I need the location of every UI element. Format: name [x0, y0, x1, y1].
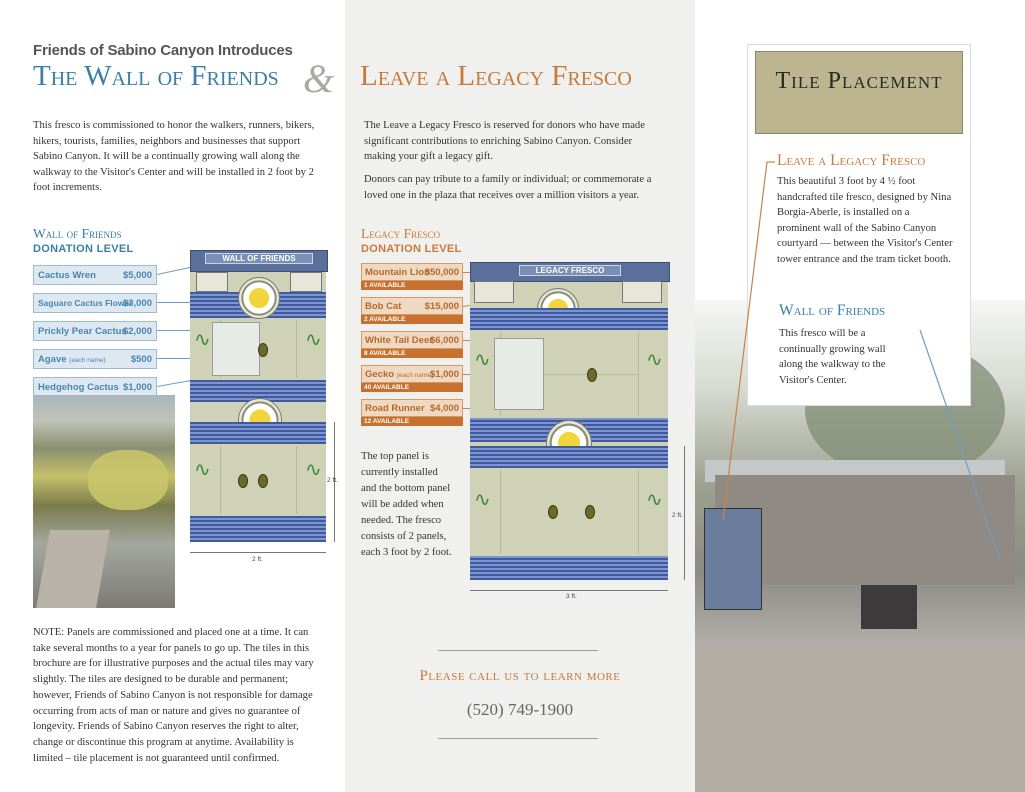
gecko-icon: ∿ — [646, 489, 663, 511]
width-dimension: 3 ft. — [566, 593, 577, 600]
level-amount: $50,000 — [424, 267, 459, 278]
wall-of-friends-title: The Wall of Friends — [33, 60, 279, 92]
level-amount: $500 — [130, 354, 152, 365]
level-name: Cactus Wren — [38, 270, 96, 281]
wave-band — [470, 308, 668, 330]
level-amount: $2,000 — [122, 326, 152, 337]
legacy-fresco-title: Leave a Legacy Fresco — [360, 60, 632, 92]
knob-tile — [258, 343, 268, 357]
photo-tree — [88, 450, 168, 510]
fresco-banner-text: LEGACY FRESCO — [519, 265, 622, 276]
intro-heading: Friends of Sabino Canyon Introduces — [33, 42, 293, 59]
directional-sign — [861, 585, 917, 629]
knob-tile — [585, 505, 595, 519]
wall-placement-title: Wall of Friends — [779, 302, 886, 319]
mountain-lion-tile — [474, 281, 514, 303]
call-to-action: Please call us to learn more — [419, 668, 621, 684]
level-amount: $4,000 — [429, 403, 459, 414]
tile-placement-header: Tile Placement — [755, 51, 963, 134]
level-name: Road Runner — [365, 403, 425, 414]
legacy-level-gecko — [361, 365, 463, 391]
knob-tile — [548, 505, 558, 519]
donation-level-prickly-pear — [33, 321, 157, 341]
level-box — [361, 297, 463, 315]
legacy-placement-text: This beautiful 3 foot by 4 ½ foot handcrafted tile fresco, designed by Nina Borgia-Aberle, is installed on a prominent wall of the Sabino Canyon courtyard — between the Visitor's Center tower entrance and the tram ticket booth. — [777, 176, 953, 265]
legacy-placement-title: Leave a Legacy Fresco — [777, 152, 926, 169]
availability: 12 AVAILABLE — [361, 417, 463, 426]
canyon-photo — [33, 395, 175, 608]
width-dimension: 2 ft. — [252, 556, 263, 563]
level-amount: $1,000 — [429, 369, 459, 380]
fresco-banner-text: WALL OF FRIENDS — [205, 253, 312, 264]
tile-grid-line — [220, 446, 221, 514]
legacy-level-bob-cat — [361, 297, 463, 323]
legacy-level-road-runner — [361, 399, 463, 425]
tile-grid-line — [500, 470, 501, 554]
donation-level-hedgehog — [33, 377, 157, 397]
gecko-icon: ∿ — [194, 329, 211, 351]
tile-grid-line — [296, 446, 297, 514]
level-name: Mountain Lion — [365, 267, 430, 278]
height-dimension-line — [684, 446, 685, 580]
gecko-icon: ∿ — [474, 349, 491, 371]
level-name: Prickly Pear Cactus — [38, 326, 127, 337]
disclaimer-note: NOTE: Panels are commissioned and placed one at a time. It can take several months to a year for panels to go up. The tiles in this brochure are for illustrative purposes and the actual tiles may vary slightly. The tiles are designed to be durable and permanent; however, Friends of Sabino Canyon is not responsible for damage occurring from acts of man or nature and gives no guarantee of longevity. Friends of Sabino Canyon reserves the right to alter, change or discontinue this program at anytime. Availability is limited – tile placement is not guaranteed until confirmed. — [33, 627, 314, 764]
panel-wall-of-friends — [0, 0, 345, 792]
name-plaque — [494, 338, 544, 410]
availability: 2 AVAILABLE — [361, 315, 463, 324]
wave-band — [470, 446, 668, 468]
name-plaque — [212, 322, 260, 376]
level-amount: $6,000 — [429, 335, 459, 346]
level-name: Saguaro Cactus Flower — [38, 298, 133, 308]
level-amount: $15,000 — [424, 301, 459, 312]
gecko-icon: ∿ — [194, 459, 211, 481]
level-amount: $3,000 — [122, 298, 152, 309]
level-name: Gecko — [365, 369, 395, 380]
fresco-banner — [470, 262, 670, 282]
legacy-level-white-tail-deer — [361, 331, 463, 357]
wall-section-title: Wall of Friends — [33, 226, 122, 241]
gecko-icon: ∿ — [646, 349, 663, 371]
wall-intro-paragraph: This fresco is commissioned to honor the walkers, runners, bikers, hikers, tourists, families, neighbors and businesses that support Sabino Canyon. It will be a continually growing wall along the walkway to the Visitor's Center and will be installed in 2 foot by 2 foot increments. — [33, 120, 315, 194]
tile-grid-line — [638, 332, 639, 416]
availability: 8 AVAILABLE — [361, 349, 463, 358]
mountain-lion-tile — [622, 281, 662, 303]
wave-band — [190, 516, 326, 542]
phone-number[interactable]: (520) 749-1900 — [466, 700, 574, 719]
wave-band — [190, 422, 326, 444]
divider — [438, 738, 598, 739]
height-dimension: 2 ft. — [327, 477, 338, 484]
level-box — [361, 365, 463, 383]
divider — [438, 650, 598, 651]
tile-grid-line — [296, 320, 297, 378]
level-box — [361, 399, 463, 417]
ampersand: & — [303, 56, 335, 101]
gecko-icon: ∿ — [474, 489, 491, 511]
level-note: (each name) — [69, 357, 106, 364]
saguaro-flower-medallion — [238, 277, 280, 319]
level-name: White Tail Deer — [365, 335, 433, 346]
cactus-wren-tile — [196, 272, 228, 292]
legacy-section-title: Legacy Fresco — [361, 226, 441, 241]
knob-tile — [258, 474, 268, 488]
level-name: Bob Cat — [365, 301, 402, 312]
photo-stone-wall — [36, 530, 110, 608]
wall-section-subtitle: DONATION LEVEL — [33, 243, 134, 255]
height-dimension: 2 ft. — [672, 512, 683, 519]
knob-tile — [238, 474, 248, 488]
level-box — [361, 263, 463, 281]
level-name: Hedgehog Cactus — [38, 382, 119, 393]
tile-grid-line — [638, 470, 639, 554]
legacy-level-mountain-lion — [361, 263, 463, 289]
knob-tile — [587, 368, 597, 382]
legacy-paragraph-2: Donors can pay tribute to a family or individual; or commemorate a loved one in the plaza that receives over a million visitors a year. — [364, 174, 652, 201]
width-dimension-line — [190, 552, 326, 553]
width-dimension-line — [470, 590, 668, 591]
level-name-wrap — [38, 354, 106, 365]
gecko-icon: ∿ — [305, 459, 322, 481]
donation-level-agave — [33, 349, 157, 369]
wave-band — [470, 556, 668, 580]
donation-level-cactus-wren — [33, 265, 157, 285]
level-box — [361, 331, 463, 349]
donation-level-saguaro — [33, 293, 157, 313]
availability: 40 AVAILABLE — [361, 383, 463, 392]
availability: 1 AVAILABLE — [361, 281, 463, 290]
legacy-section-subtitle: DONATION LEVEL — [361, 243, 462, 255]
legacy-paragraph-1: The Leave a Legacy Fresco is reserved for donors who have made significant contributions to enriching Sabino Canyon. Consider making your gift a legacy gift. — [364, 120, 645, 163]
level-note: (each name) — [396, 372, 434, 379]
level-amount: $5,000 — [122, 270, 152, 281]
wall-placement-text: This fresco will be a continually growing wall along the walkway to the Visitor's Center. — [779, 328, 886, 386]
cactus-wren-tile — [290, 272, 322, 292]
installed-fresco — [704, 508, 762, 610]
level-amount: $1,000 — [122, 382, 152, 393]
level-name-wrap — [365, 369, 433, 380]
level-name: Agave — [38, 354, 67, 365]
photo-plaza — [695, 645, 1025, 792]
gecko-icon: ∿ — [305, 329, 322, 351]
fresco-banner — [190, 250, 328, 272]
panel-installation-note: The top panel is currently installed and the bottom panel will be added when needed. The fresco consists of 2 panels, each 3 foot by 2 foot. — [361, 451, 452, 558]
